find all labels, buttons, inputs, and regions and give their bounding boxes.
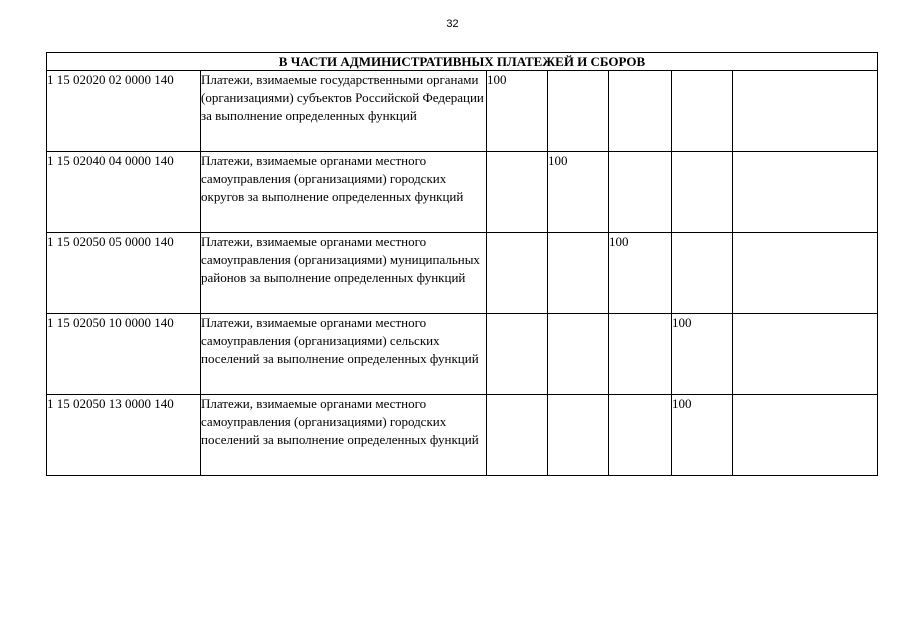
value-cell bbox=[609, 314, 672, 395]
value-cell bbox=[733, 233, 878, 314]
value-cell bbox=[609, 395, 672, 476]
table-row bbox=[47, 395, 878, 476]
value-cell bbox=[548, 71, 609, 152]
section-header-row bbox=[47, 53, 878, 71]
value-cell bbox=[733, 71, 878, 152]
revenue-table bbox=[46, 52, 878, 476]
value-cell bbox=[487, 152, 548, 233]
value-cell bbox=[487, 233, 548, 314]
value-cell bbox=[672, 152, 733, 233]
row-code: 1 15 02050 05 0000 140 bbox=[47, 233, 201, 314]
value-cell bbox=[548, 395, 609, 476]
value-cell bbox=[733, 395, 878, 476]
value-cell bbox=[733, 314, 878, 395]
table-row bbox=[47, 233, 878, 314]
value-cell bbox=[487, 395, 548, 476]
value-cell bbox=[548, 233, 609, 314]
value-cell bbox=[609, 152, 672, 233]
page-number: 32 bbox=[446, 18, 459, 30]
value-cell bbox=[672, 233, 733, 314]
value-cell bbox=[672, 71, 733, 152]
value-cell: 100 bbox=[672, 314, 733, 395]
table-row bbox=[47, 314, 878, 395]
table-row bbox=[47, 152, 878, 233]
row-code: 1 15 02040 04 0000 140 bbox=[47, 152, 201, 233]
value-cell: 100 bbox=[487, 71, 548, 152]
value-cell: 100 bbox=[609, 233, 672, 314]
value-cell bbox=[487, 314, 548, 395]
row-description: Платежи, взимаемые органами местного самоуправления (организациями) городских округов за выполнение определенных функций bbox=[201, 152, 487, 233]
value-cell: 100 bbox=[672, 395, 733, 476]
value-cell bbox=[609, 71, 672, 152]
table-row bbox=[47, 71, 878, 152]
row-code: 1 15 02050 10 0000 140 bbox=[47, 314, 201, 395]
section-header: В ЧАСТИ АДМИНИСТРАТИВНЫХ ПЛАТЕЖЕЙ И СБОРОВ bbox=[47, 53, 878, 71]
row-description: Платежи, взимаемые органами местного самоуправления (организациями) городских поселений за выполнение определенных функций bbox=[201, 395, 487, 476]
row-description: Платежи, взимаемые органами местного самоуправления (организациями) сельских поселений за выполнение определенных функций bbox=[201, 314, 487, 395]
row-code: 1 15 02020 02 0000 140 bbox=[47, 71, 201, 152]
row-description: Платежи, взимаемые государственными органами (организациями) субъектов Российской Федерации за выполнение определенных функций bbox=[201, 71, 487, 152]
row-code: 1 15 02050 13 0000 140 bbox=[47, 395, 201, 476]
row-description: Платежи, взимаемые органами местного самоуправления (организациями) муниципальных районов за выполнение определенных функций bbox=[201, 233, 487, 314]
value-cell bbox=[733, 152, 878, 233]
value-cell: 100 bbox=[548, 152, 609, 233]
value-cell bbox=[548, 314, 609, 395]
